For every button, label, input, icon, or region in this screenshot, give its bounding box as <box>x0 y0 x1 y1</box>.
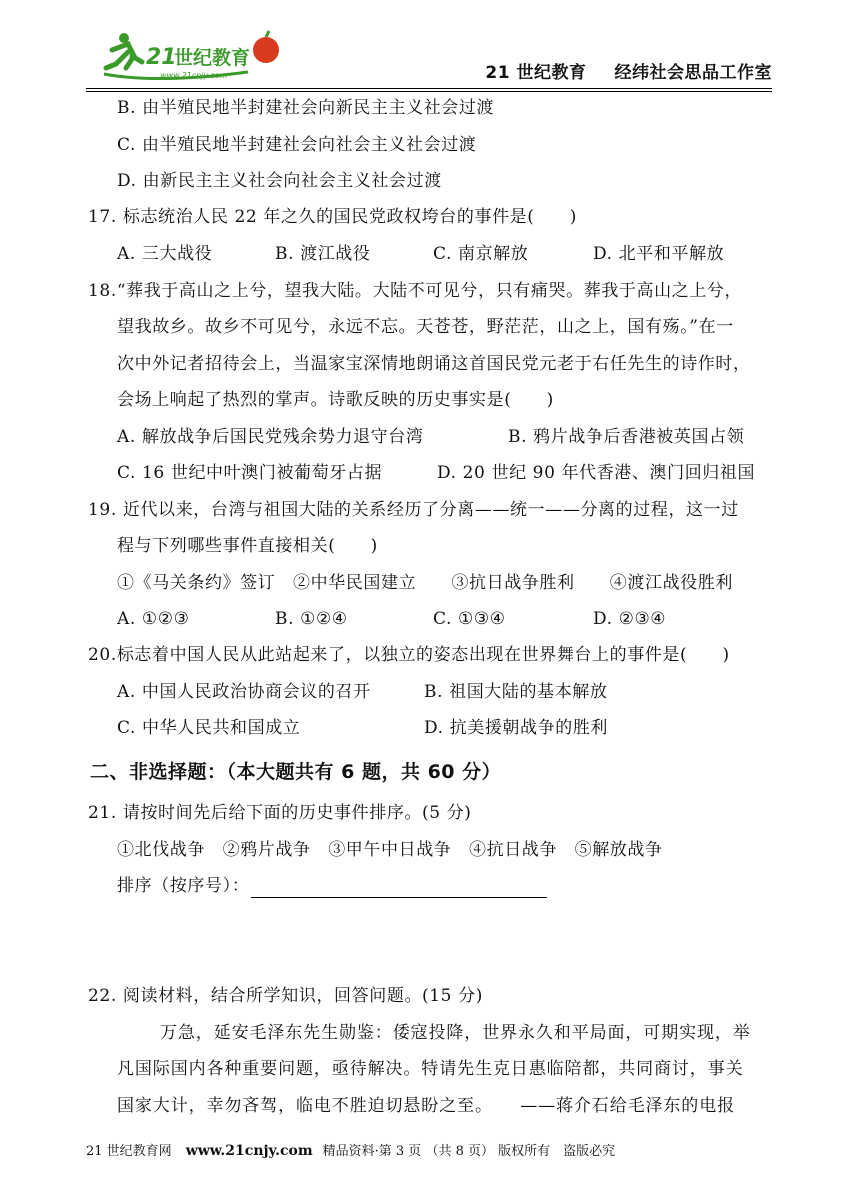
q21-answer-blank[interactable] <box>251 879 547 898</box>
svg-text:世纪教育: 世纪教育 <box>174 47 251 69</box>
q18-stem-line-4: 会场上响起了热烈的掌声。诗歌反映的历史事实是( ) <box>117 390 554 410</box>
q21-answer-label: 排序（按序号）： <box>117 876 250 896</box>
header-brand: 21 世纪教育 <box>485 63 587 83</box>
q18-stem-line-2: 望我故乡。故乡不可见兮，永远不忘。天苍苍，野茫茫，山之上，国有殇。”在一 <box>117 317 734 337</box>
q16-option-c: C. 由半殖民地半封建社会向社会主义社会过渡 <box>117 135 477 155</box>
header-studio: 经纬社会思品工作室 <box>614 63 772 83</box>
q21-stem: 21. 请按时间先后给下面的历史事件排序。(5 分) <box>88 803 472 823</box>
q20-option-d: D. 抗美援朝战争的胜利 <box>424 718 609 738</box>
q18-option-c: C. 16 世纪中叶澳门被葡萄牙占据 <box>117 463 383 483</box>
section-heading: 二、非选择题：（本大题共有 6 题，共 60 分） <box>90 761 502 783</box>
q17-option-a: A. 三大战役 <box>117 244 213 264</box>
q20-option-a: A. 中国人民政治协商会议的召开 <box>117 682 371 702</box>
q18-stem-line-1: 18.“葬我于高山之上兮，望我大陆。大陆不可见兮，只有痛哭。葬我于高山之上兮， <box>88 281 743 301</box>
q18-option-b: B. 鸦片战争后香港被英国占领 <box>508 427 745 447</box>
q22-stem: 22. 阅读材料，结合所学知识，回答问题。(15 分) <box>88 986 483 1006</box>
q18-option-a: A. 解放战争后国民党残余势力退守台湾 <box>117 427 424 447</box>
site-logo <box>98 28 298 88</box>
q19-option-b: B. ①②④ <box>275 609 348 629</box>
q22-material-line-2: 凡国际国内各种重要问题，亟待解决。特请先生克日惠临陪都，共同商讨，事关 <box>117 1059 744 1079</box>
svg-text:21: 21 <box>146 45 177 70</box>
header-divider <box>86 91 772 92</box>
q19-items: ①《马关条约》签订 ②中华民国建立 ③抗日战争胜利 ④渡江战役胜利 <box>117 573 733 593</box>
q19-stem-line-1: 19. 近代以来，台湾与祖国大陆的关系经历了分离——统一——分离的过程，这一过 <box>88 500 739 520</box>
q17-option-c: C. 南京解放 <box>433 244 529 264</box>
svg-text:www.21cnjy.com: www.21cnjy.com <box>160 71 228 80</box>
q20-option-b: B. 祖国大陆的基本解放 <box>424 682 608 702</box>
q16-option-d: D. 由新民主主义社会向社会主义社会过渡 <box>117 171 442 191</box>
q20-option-c: C. 中华人民共和国成立 <box>117 718 301 738</box>
q22-material-line-1: 万急，延安毛泽东先生勋鉴：倭寇投降，世界永久和平局面，可期实现，举 <box>160 1023 751 1043</box>
q21-items: ①北伐战争 ②鸦片战争 ③甲午中日战争 ④抗日战争 ⑤解放战争 <box>117 840 663 860</box>
header-divider <box>86 88 772 89</box>
footer-site: 21 世纪教育网 <box>86 1144 172 1159</box>
q20-stem: 20.标志着中国人民从此站起来了，以独立的姿态出现在世界舞台上的事件是( ) <box>88 645 730 665</box>
footer-url-link[interactable]: www.21cnjy.com <box>185 1143 313 1159</box>
header-title <box>485 58 772 83</box>
q19-option-c: C. ①③④ <box>433 609 506 629</box>
q18-stem-line-3: 次中外记者招待会上，当温家宝深情地朗诵这首国民党元老于右任先生的诗作时， <box>117 354 751 374</box>
q17-option-d: D. 北平和平解放 <box>593 244 725 264</box>
footer-info: 精品资料·第 3 页 （共 8 页） 版权所有 盗版必究 <box>322 1144 616 1159</box>
q21-answer-row <box>117 874 547 898</box>
q19-option-a: A. ①②③ <box>117 609 190 629</box>
page-footer <box>86 1140 615 1159</box>
q17-stem: 17. 标志统治人民 22 年之久的国民党政权垮台的事件是( ) <box>88 207 577 227</box>
q19-stem-line-2: 程与下列哪些事件直接相关( ) <box>117 536 378 556</box>
q22-material-line-3: 国家大计，幸勿吝驾，临电不胜迫切悬盼之至。 ——蒋介石给毛泽东的电报 <box>117 1096 735 1116</box>
q18-option-d: D. 20 世纪 90 年代香港、澳门回归祖国 <box>437 463 756 483</box>
q16-option-b: B. 由半殖民地半封建社会向新民主主义社会过渡 <box>117 98 495 118</box>
q17-option-b: B. 渡江战役 <box>275 244 371 264</box>
q19-option-d: D. ②③④ <box>593 609 667 629</box>
